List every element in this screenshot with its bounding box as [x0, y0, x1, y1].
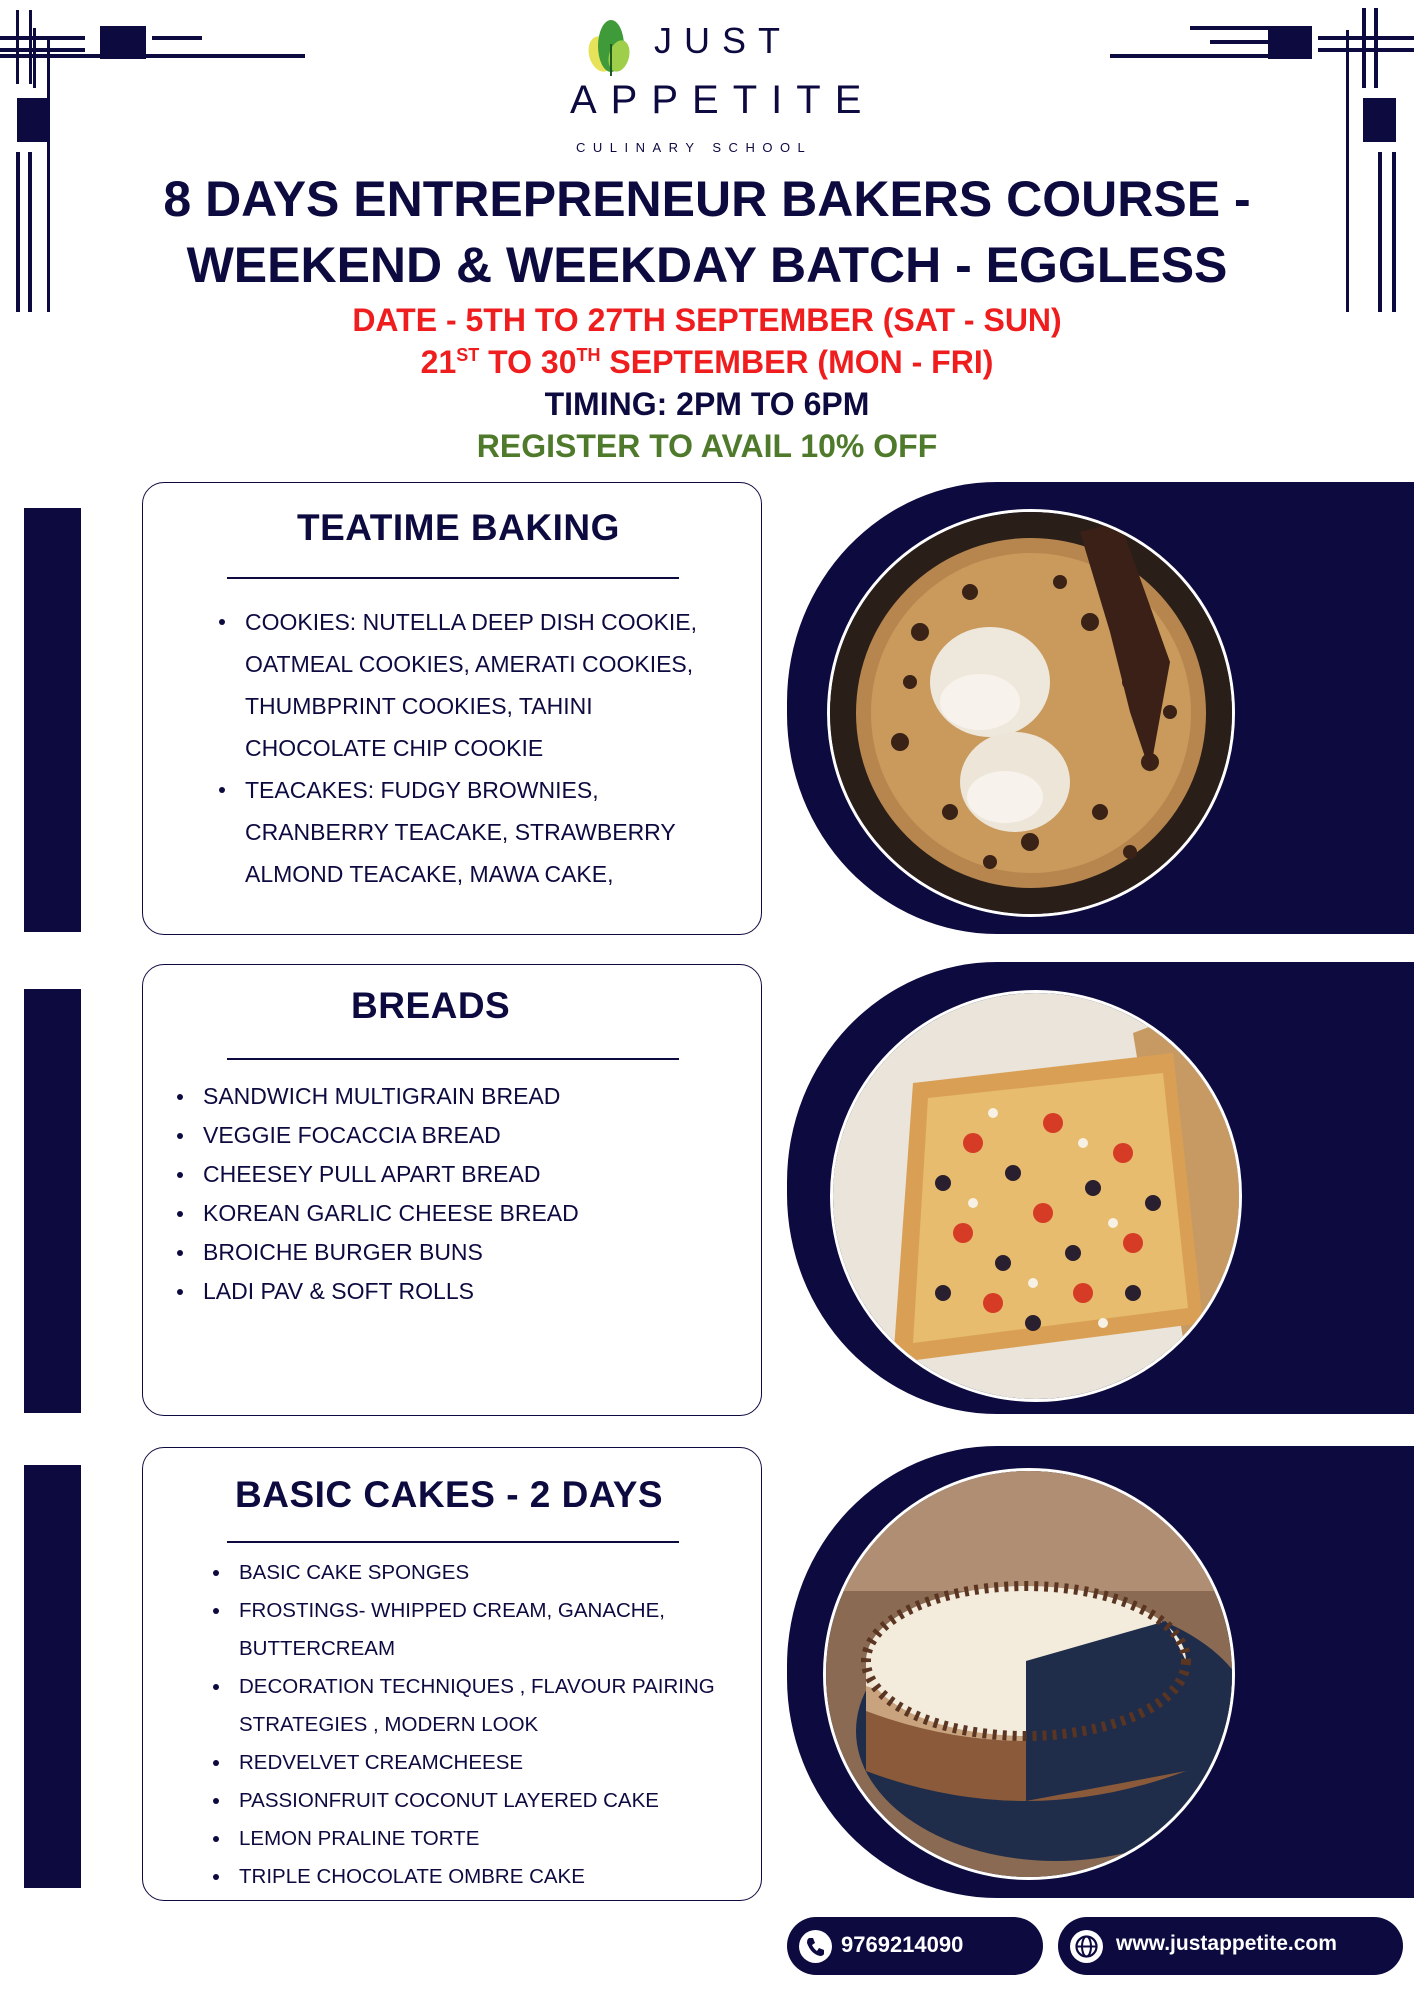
phone-icon	[799, 1930, 832, 1963]
page-title	[0, 166, 1414, 298]
list-item: COOKIES: NUTELLA DEEP DISH COOKIE,	[245, 601, 697, 643]
title-line1: 8 DAYS ENTREPRENEUR BAKERS COURSE -	[163, 171, 1251, 227]
heading-divider	[227, 1058, 679, 1060]
list-item: BUTTERCREAM	[239, 1637, 396, 1660]
cookie-photo	[827, 509, 1235, 917]
section-2-image-panel	[787, 962, 1414, 1414]
section-3-image-panel	[787, 1446, 1414, 1898]
date-line: DATE - 5TH TO 27TH SEPTEMBER (SAT - SUN)	[352, 302, 1062, 338]
globe-icon	[1070, 1930, 1103, 1963]
title-line2: WEEKEND & WEEKDAY BATCH - EGGLESS	[186, 237, 1228, 293]
offer-line: REGISTER TO AVAIL 10% OFF	[476, 428, 938, 464]
section-card-breads	[142, 964, 762, 1416]
list-item: CHOCOLATE CHIP COOKIE	[245, 735, 544, 761]
website-pill[interactable]	[1058, 1917, 1403, 1975]
list-item: REDVELVET CREAMCHEESE	[239, 1744, 715, 1782]
phone-number[interactable]: 9769214090	[841, 1932, 964, 1957]
section-list	[245, 601, 697, 895]
section-heading: BREADS	[351, 985, 511, 1026]
section-card-cakes	[142, 1447, 762, 1901]
list-item: BROICHE BURGER BUNS	[203, 1233, 579, 1272]
section-heading: BASIC CAKES - 2 DAYS	[235, 1474, 664, 1515]
list-item: LADI PAV & SOFT ROLLS	[203, 1272, 579, 1311]
list-item: KOREAN GARLIC CHEESE BREAD	[203, 1194, 579, 1233]
list-item: STRATEGIES , MODERN LOOK	[239, 1713, 539, 1736]
list-item: PASSIONFRUIT COCONUT LAYERED CAKE	[239, 1782, 715, 1820]
list-item: CRANBERRY TEACAKE, STRAWBERRY	[245, 819, 676, 845]
list-item: THUMBPRINT COOKIES, TAHINI	[245, 693, 593, 719]
heading-divider	[227, 577, 679, 579]
list-item: TEACAKES: FUDGY BROWNIES,	[245, 769, 697, 811]
section-list	[239, 1554, 715, 1896]
section-card-teatime	[142, 482, 762, 935]
website-link[interactable]: www.justappetite.com	[1116, 1932, 1337, 1955]
cake-photo	[823, 1468, 1235, 1880]
section-list	[203, 1077, 579, 1311]
weekday-mid: TO 30	[479, 344, 577, 380]
brand-name-line1: JUST	[654, 20, 792, 61]
weekday-start-suffix: ST	[456, 345, 480, 365]
section-3-side-bar	[24, 1465, 81, 1888]
list-item: ALMOND TEACAKE, MAWA CAKE,	[245, 861, 614, 887]
section-2-side-bar	[24, 989, 81, 1413]
brand-logo	[570, 14, 880, 154]
timing-line: TIMING: 2PM TO 6PM	[544, 386, 870, 422]
heading-divider	[227, 1541, 679, 1543]
leaf-icon	[585, 14, 637, 76]
weekday-end-suffix: TH	[576, 345, 601, 365]
list-item: DECORATION TECHNIQUES , FLAVOUR PAIRING	[239, 1668, 715, 1706]
focaccia-photo	[830, 990, 1242, 1402]
list-item: LEMON PRALINE TORTE	[239, 1820, 715, 1858]
section-1-side-bar	[24, 508, 81, 932]
list-item: OATMEAL COOKIES, AMERATI COOKIES,	[245, 651, 694, 677]
weekday-start: 21	[420, 344, 457, 380]
list-item: CHEESEY PULL APART BREAD	[203, 1155, 579, 1194]
list-item: SANDWICH MULTIGRAIN BREAD	[203, 1077, 579, 1116]
list-item: BASIC CAKE SPONGES	[239, 1554, 715, 1592]
list-item: FROSTINGS- WHIPPED CREAM, GANACHE,	[239, 1592, 715, 1630]
weekday-line	[0, 344, 1414, 381]
phone-pill[interactable]	[787, 1917, 1043, 1975]
section-heading: TEATIME BAKING	[297, 507, 620, 548]
weekday-rest: SEPTEMBER (MON - FRI)	[600, 344, 994, 380]
brand-tagline: CULINARY SCHOOL	[576, 140, 813, 155]
list-item: TRIPLE CHOCOLATE OMBRE CAKE	[239, 1858, 715, 1896]
brand-name-line2: APPETITE	[570, 78, 876, 122]
section-1-image-panel	[787, 482, 1414, 934]
list-item: VEGGIE FOCACCIA BREAD	[203, 1116, 579, 1155]
